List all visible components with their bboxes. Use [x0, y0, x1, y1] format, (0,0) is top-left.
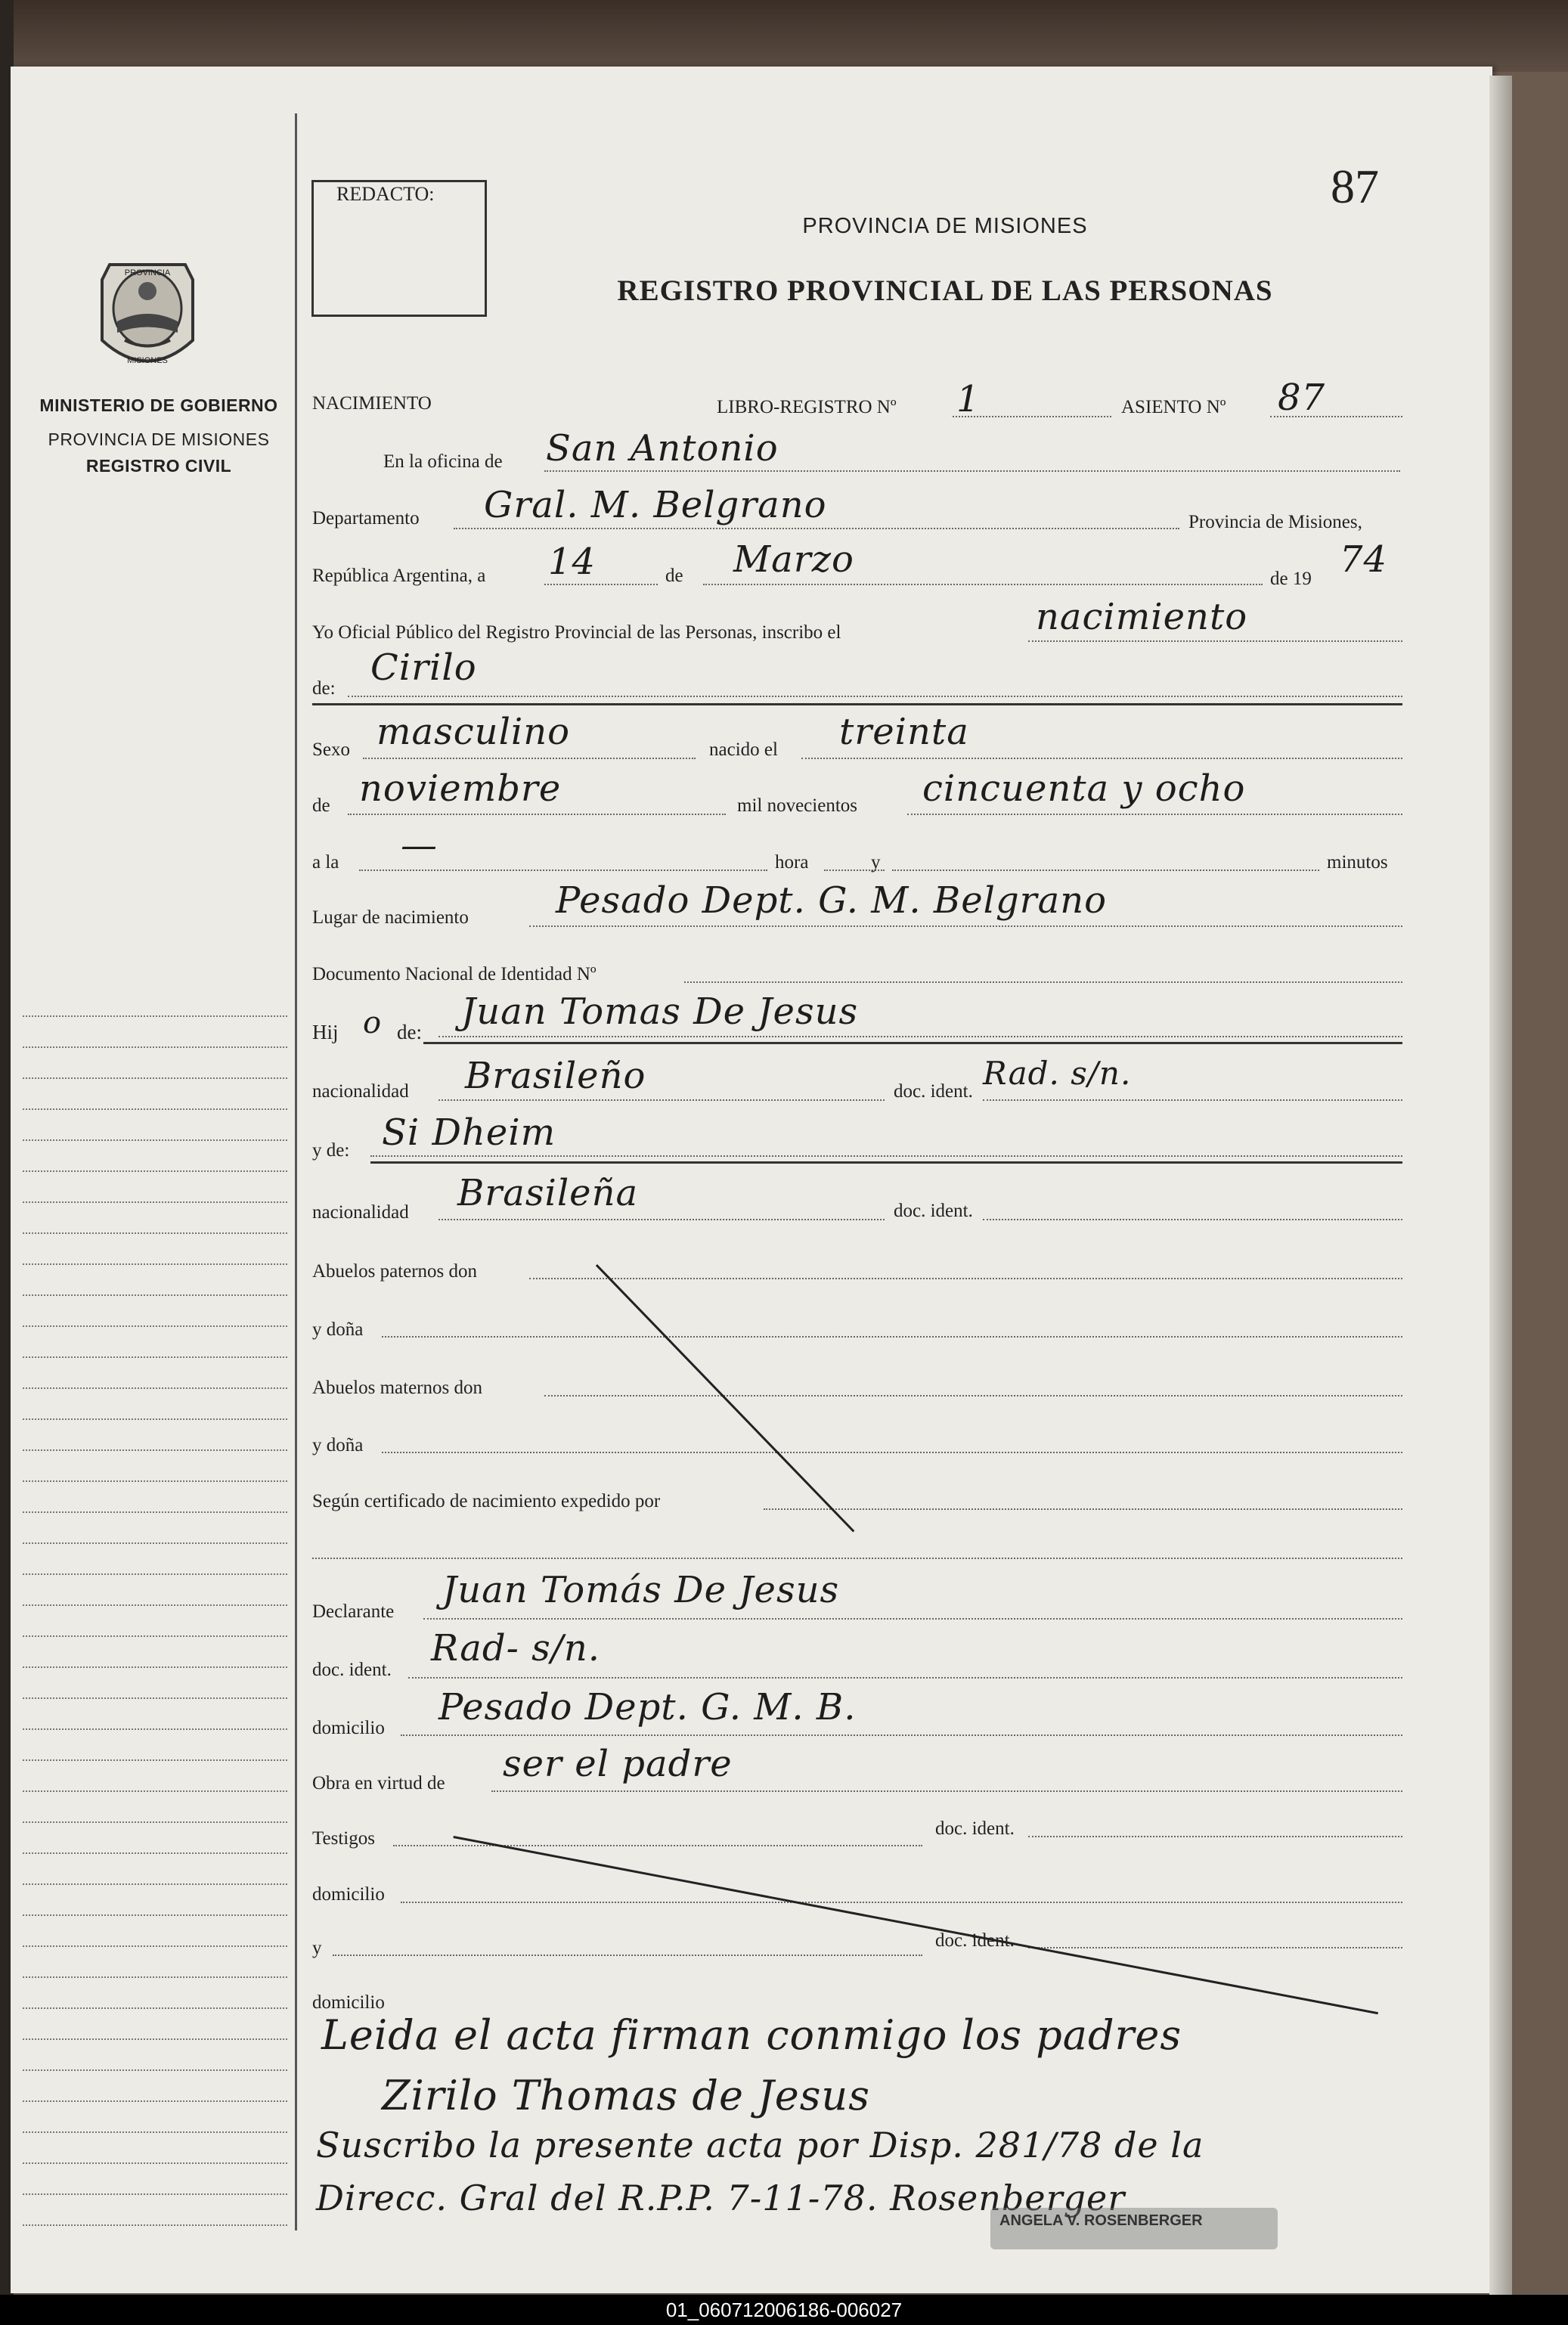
margin-line	[23, 1232, 287, 1234]
margin-line	[23, 1015, 287, 1017]
margin-line	[23, 1573, 287, 1575]
dia-line	[544, 584, 658, 585]
madre-nac-value: Brasileña	[457, 1172, 639, 1214]
hij-de-label: de:	[397, 1021, 422, 1043]
margin-line	[23, 2193, 287, 2195]
margin-line	[23, 1821, 287, 1823]
name-separator	[312, 703, 1402, 705]
minutos-label: minutos	[1327, 852, 1388, 873]
asiento-label: ASIENTO Nº	[1121, 397, 1226, 417]
mes-value: Marzo	[733, 538, 854, 581]
suscribo-text: Suscribo la presente acta por Disp. 281/78 de la	[316, 2125, 1204, 2165]
leida-text: Leida el acta firman conmigo los padres	[321, 2011, 1182, 2059]
margin-line	[23, 2069, 287, 2071]
minutos-line	[892, 870, 1319, 871]
margin-line	[23, 1759, 287, 1761]
margin-line	[23, 2007, 287, 2009]
margin-line	[23, 2131, 287, 2133]
margin-line	[23, 1604, 287, 1606]
margin-line	[23, 1108, 287, 1110]
sexo-value: masculino	[377, 711, 571, 753]
depto-label: Departamento	[312, 508, 420, 529]
margin-line	[23, 1387, 287, 1389]
sexo-label: Sexo	[312, 739, 350, 760]
padre-doc-line	[983, 1099, 1402, 1101]
registry-title: REGISTRO PROVINCIAL DE LAS PERSONAS	[617, 274, 1273, 307]
margin-line	[23, 1201, 287, 1203]
inscribo-value: nacimiento	[1036, 596, 1248, 638]
decl-dom-label: domicilio	[312, 1718, 385, 1738]
hora-label: hora	[775, 852, 809, 873]
anio-nac-value: cincuenta y ocho	[922, 767, 1246, 810]
oficina-line	[544, 470, 1400, 472]
mes-line	[703, 584, 1263, 585]
testigo1-dom-line	[401, 1902, 1402, 1903]
lugar-label: Lugar de nacimiento	[312, 907, 469, 928]
madre-line	[370, 1155, 1402, 1157]
libro-line	[953, 416, 1111, 417]
margin-line	[23, 1697, 287, 1699]
margin-line	[23, 1852, 287, 1854]
abuelos-pat-label: Abuelos paternos don	[312, 1261, 478, 1282]
margin-line	[23, 1666, 287, 1668]
padre-value: Juan Tomas De Jesus	[461, 990, 859, 1033]
margin-line	[23, 1356, 287, 1358]
hij-label: Hij	[312, 1021, 339, 1043]
testigos-line	[393, 1845, 922, 1846]
lugar-line	[529, 925, 1402, 927]
testigo2-line	[333, 1955, 922, 1956]
madre-nac-line	[438, 1219, 885, 1220]
abuelos-mat-line	[544, 1395, 1402, 1397]
margin-line	[23, 2038, 287, 2040]
padre-nac-value: Brasileño	[465, 1055, 646, 1097]
mil-label: mil novecientos	[737, 795, 857, 816]
margin-line	[23, 2162, 287, 2164]
obra-line	[491, 1790, 1402, 1792]
declarante-value: Juan Tomás De Jesus	[442, 1569, 840, 1611]
margin-line	[23, 1294, 287, 1296]
page-number: 87	[1331, 160, 1379, 213]
libro-value: 1	[956, 378, 981, 420]
obra-label: Obra en virtud de	[312, 1773, 445, 1793]
depto-value: Gral. M. Belgrano	[484, 484, 827, 526]
dni-line	[684, 981, 1402, 983]
direcc-text: Direcc. Gral del R.P.P. 7-11-78. Rosenberger	[316, 2178, 1126, 2218]
margin-line	[23, 1077, 287, 1079]
svg-text:MISIONES: MISIONES	[127, 356, 168, 365]
official-stamp: ANGELA V. ROSENBERGER	[990, 2208, 1278, 2249]
image-id-bar: 01_060712006186-006027	[0, 2295, 1568, 2325]
asiento-value: 87	[1278, 377, 1326, 419]
civil-registry: REGISTRO CIVIL	[85, 456, 232, 476]
inscribo-line	[1028, 640, 1402, 642]
margin-line	[23, 1728, 287, 1730]
ala-value: —	[401, 824, 438, 866]
background-desk	[0, 0, 1568, 72]
page-stack-edge	[1489, 76, 1512, 2295]
madre-doc-line	[983, 1219, 1402, 1220]
obra-value: ser el padre	[503, 1743, 733, 1785]
asiento-line	[1270, 416, 1402, 417]
yde-label: y de:	[312, 1140, 350, 1161]
testigo1-dom-label: domicilio	[312, 1884, 385, 1905]
testigos-label: Testigos	[312, 1828, 375, 1849]
decl-dom-value: Pesado Dept. G. M. B.	[438, 1686, 857, 1728]
decl-doc-value: Rad- s/n.	[431, 1627, 601, 1669]
mes-nac-value: noviembre	[359, 767, 562, 810]
svg-text:PROVINCIA: PROVINCIA	[124, 268, 171, 277]
abuelos-mat-label: Abuelos maternos don	[312, 1378, 482, 1398]
y2-label: y	[312, 1938, 322, 1958]
margin-line	[23, 1542, 287, 1544]
margin-line	[23, 1945, 287, 1947]
republica-label: República Argentina, a	[312, 566, 486, 586]
margin-line	[23, 1914, 287, 1916]
padre-nac-line	[438, 1099, 885, 1101]
margin-line	[23, 2224, 287, 2226]
redacto-label: REDACTO:	[336, 183, 435, 205]
libro-label: LIBRO-REGISTRO Nº	[717, 397, 897, 417]
nacido-line	[801, 758, 1402, 759]
abuelos-pat-line	[529, 1278, 1402, 1279]
declarante-label: Declarante	[312, 1601, 395, 1622]
margin-line	[23, 1790, 287, 1792]
padre-doc-value: Rad. s/n.	[983, 1055, 1132, 1092]
dni-label: Documento Nacional de Identidad Nº	[312, 964, 597, 984]
province-title: PROVINCIA DE MISIONES	[802, 214, 1088, 238]
decl-doc-label: doc. ident.	[312, 1660, 392, 1680]
nacido-label: nacido el	[709, 739, 778, 760]
oficina-value: San Antonio	[546, 427, 779, 470]
anio-nac-line	[907, 814, 1402, 815]
segun-line	[764, 1508, 1402, 1510]
mes-nac-line	[348, 814, 726, 815]
provincia-label: Provincia de Misiones,	[1188, 512, 1362, 532]
nombre-line	[348, 696, 1402, 697]
madre-nac-label: nacionalidad	[312, 1202, 409, 1223]
margin-line	[23, 1263, 287, 1265]
ministry-name: MINISTERIO DE GOBIERNO	[39, 395, 278, 415]
lugar-value: Pesado Dept. G. M. Belgrano	[556, 879, 1108, 922]
abuela-mat-label: y doña	[312, 1435, 364, 1455]
yo-label: Yo Oficial Público del Registro Provincial de las Personas, inscribo el	[312, 622, 841, 643]
ala-label: a la	[312, 852, 339, 873]
margin-line	[23, 1139, 287, 1141]
testigo1-doc-line	[1028, 1836, 1402, 1837]
margin-line	[23, 1883, 287, 1885]
margin-line	[23, 1511, 287, 1513]
padre-separator	[423, 1042, 1402, 1044]
segun-label: Según certificado de nacimiento expedido por	[312, 1491, 661, 1511]
margin-line	[23, 1480, 287, 1482]
dia-value: 14	[548, 541, 597, 583]
provincial-seal-icon	[95, 250, 200, 378]
nacimiento-label: NACIMIENTO	[312, 393, 432, 414]
decl-doc-line	[408, 1677, 1402, 1679]
margin-line	[23, 1170, 287, 1172]
margin-rule	[295, 113, 297, 2230]
ala-line	[359, 870, 767, 871]
margin-line	[23, 1325, 287, 1327]
margin-line	[23, 1046, 287, 1048]
padre-doc-label: doc. ident.	[894, 1081, 973, 1102]
de3-label: de	[312, 795, 330, 816]
blank-line	[312, 1558, 1402, 1559]
testigo2-dom-label: domicilio	[312, 1992, 385, 2013]
abuela-pat-line	[382, 1336, 1402, 1338]
declarante-line	[423, 1618, 1402, 1620]
madre-value: Si Dheim	[382, 1111, 556, 1154]
testigo1-doc-label: doc. ident.	[935, 1818, 1015, 1839]
decl-dom-line	[401, 1734, 1402, 1736]
padre-line	[438, 1036, 1402, 1037]
nacido-value: treinta	[839, 711, 969, 753]
hij-suffix: o	[363, 1006, 383, 1040]
depto-line	[454, 528, 1179, 529]
margin-line	[23, 1635, 287, 1637]
madre-doc-label: doc. ident.	[894, 1201, 973, 1221]
margin-province: PROVINCIA DE MISIONES	[48, 429, 270, 449]
firma-text: Zirilo Thomas de Jesus	[382, 2072, 870, 2119]
testigo2-doc-label: doc. ident.	[935, 1930, 1015, 1951]
margin-line	[23, 2100, 287, 2102]
margin-line	[23, 1418, 287, 1420]
madre-separator	[370, 1161, 1402, 1164]
y-label: y	[871, 852, 881, 873]
margin-line	[23, 1449, 287, 1451]
anio-value: 74	[1340, 538, 1388, 581]
padre-nac-label: nacionalidad	[312, 1081, 409, 1102]
abuela-pat-label: y doña	[312, 1319, 364, 1340]
testigo2-doc-line	[1028, 1947, 1402, 1948]
de2-label: de:	[312, 678, 336, 699]
oficina-label: En la oficina de	[383, 451, 503, 472]
abuela-mat-line	[382, 1452, 1402, 1453]
de-label: de	[665, 566, 683, 586]
margin-line	[23, 1976, 287, 1978]
sexo-line	[363, 758, 696, 759]
de19-label: de 19	[1270, 569, 1312, 589]
nombre-value: Cirilo	[370, 646, 477, 689]
